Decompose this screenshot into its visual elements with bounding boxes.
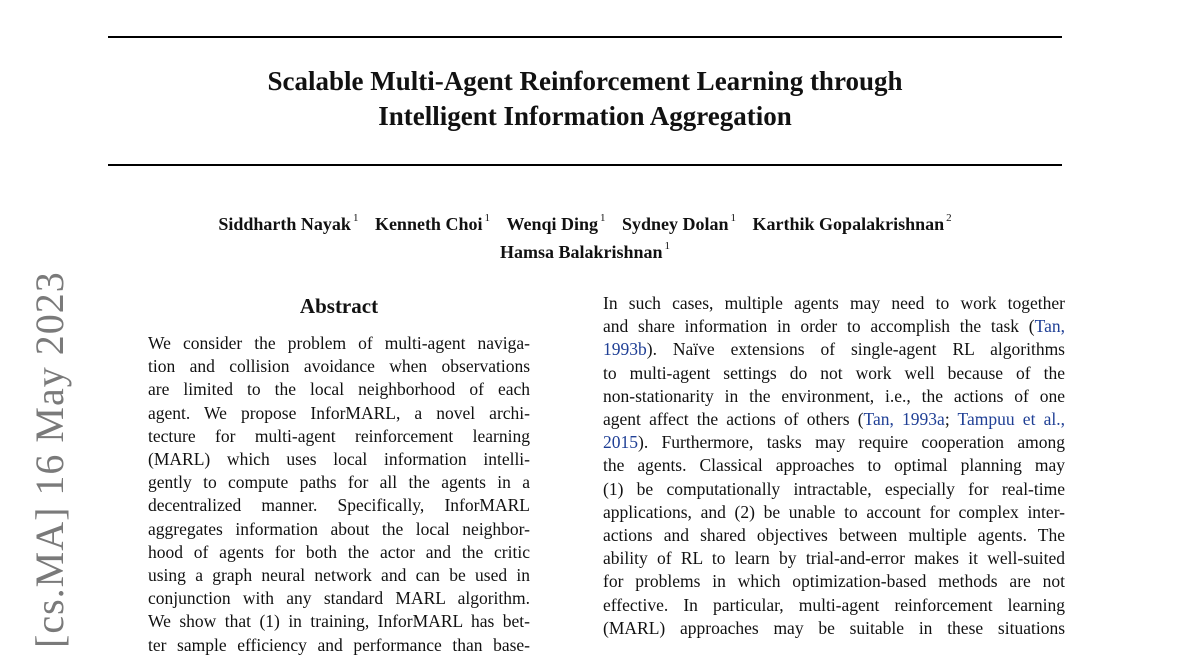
author: [622, 214, 736, 234]
intro-text: ). Furthermore, tasks may require cooperation among: [638, 432, 1065, 453]
intro-line: In such cases, multiple agents may need to work together: [603, 293, 1065, 313]
title-rule-bottom: [108, 164, 1062, 166]
author-affiliation: 1: [352, 212, 359, 224]
introduction-column: [603, 292, 1065, 640]
intro-line: non-stationarity in the environment, i.e., the actions of one: [603, 385, 1065, 406]
intro-text: ;: [944, 409, 958, 430]
author-line-2: [108, 236, 1062, 264]
author: [500, 242, 670, 262]
intro-line: for problems in which optimization-based methods are not: [603, 571, 1065, 592]
abstract-line: We consider the problem of multi-agent naviga-: [148, 333, 530, 353]
abstract-line: conjunction with any standard MARL algorithm.: [148, 588, 530, 609]
abstract-line: are limited to the local neighborhood of each: [148, 379, 530, 400]
arxiv-identifier-stamp: [cs.MA] 16 May 2023: [27, 271, 72, 648]
paper-title: [108, 64, 1062, 134]
author: [506, 214, 605, 234]
paper-title-line-2: Intelligent Information Aggregation: [378, 101, 792, 131]
abstract-line: (MARL) which uses local information intelli-: [148, 449, 530, 470]
intro-line: the agents. Classical approaches to optimal planning may: [603, 455, 1065, 476]
intro-line: [603, 338, 1065, 361]
intro-line: ability of RL to learn by trial-and-error makes it well-suited: [603, 548, 1065, 569]
citation-link-tan-1993b[interactable]: Tan,: [1034, 316, 1065, 337]
author-name: Kenneth Choi: [374, 214, 483, 234]
citation-link-tan-1993a[interactable]: Tan, 1993a: [863, 409, 945, 430]
intro-line: [603, 408, 1065, 431]
abstract-body: [148, 332, 530, 657]
author: [218, 214, 358, 234]
paper-title-line-1: Scalable Multi-Agent Reinforcement Learning through: [267, 66, 903, 96]
author-list: [108, 208, 1062, 264]
citation-link-tampuu-2015[interactable]: 2015: [603, 432, 638, 453]
author-affiliation: 2: [946, 212, 952, 224]
author: [753, 214, 952, 234]
intro-line: actions and shared objectives between multiple agents. The: [603, 525, 1065, 546]
intro-line: (MARL) approaches may be suitable in these situations: [603, 617, 1065, 638]
author: [375, 214, 490, 234]
abstract-line: aggregates information about the local neighbor-: [148, 518, 530, 539]
abstract-line: tecture for multi-agent reinforcement learning: [148, 425, 530, 446]
intro-line: [603, 315, 1065, 338]
citation-link-tampuu-2015[interactable]: Tampuu et al.,: [957, 409, 1065, 430]
author-line-1: [108, 208, 1062, 236]
author-name: Siddharth Nayak: [218, 214, 351, 234]
abstract-line: We show that (1) in training, InforMARL has bet-: [148, 611, 530, 632]
author-name: Hamsa Balakrishnan: [499, 242, 663, 262]
abstract-line: ter sample efficiency and performance than base-: [148, 634, 530, 655]
author-affiliation: 1: [600, 212, 606, 224]
author-affiliation: 1: [730, 212, 737, 224]
title-rule-top: [108, 36, 1062, 38]
intro-text: agent affect the actions of others (: [603, 409, 864, 430]
author-affiliation: 1: [484, 212, 490, 224]
abstract-column: [148, 292, 530, 657]
author-name: Karthik Gopalakrishnan: [752, 214, 945, 234]
abstract-line: tion and collision avoidance when observations: [148, 356, 530, 377]
intro-line: [603, 431, 1065, 454]
intro-line: effective. In particular, multi-agent reinforcement learning: [603, 594, 1065, 615]
author-name: Sydney Dolan: [622, 214, 729, 234]
intro-text: ). Naïve extensions of single-agent RL algorithms: [646, 339, 1065, 360]
abstract-line: agent. We propose InforMARL, a novel archi-: [148, 402, 530, 423]
intro-line: to multi-agent settings do not work well because of the: [603, 362, 1065, 383]
author-affiliation: 1: [664, 240, 671, 252]
author-name: Wenqi Ding: [506, 214, 598, 234]
intro-line: (1) be computationally intractable, especially for real-time: [603, 478, 1065, 499]
abstract-line: gently to compute paths for all the agents in a: [148, 472, 530, 493]
citation-link-tan-1993b[interactable]: 1993b: [603, 339, 647, 360]
abstract-line: decentralized manner. Specifically, InforMARL: [148, 495, 530, 516]
abstract-heading: Abstract: [299, 294, 379, 318]
intro-line: applications, and (2) be unable to account for complex inter-: [603, 501, 1065, 522]
abstract-line: hood of agents for both the actor and the critic: [148, 541, 530, 562]
abstract-line: using a graph neural network and can be used in: [148, 565, 530, 586]
intro-text: and share information in order to accomplish the task (: [603, 316, 1035, 337]
